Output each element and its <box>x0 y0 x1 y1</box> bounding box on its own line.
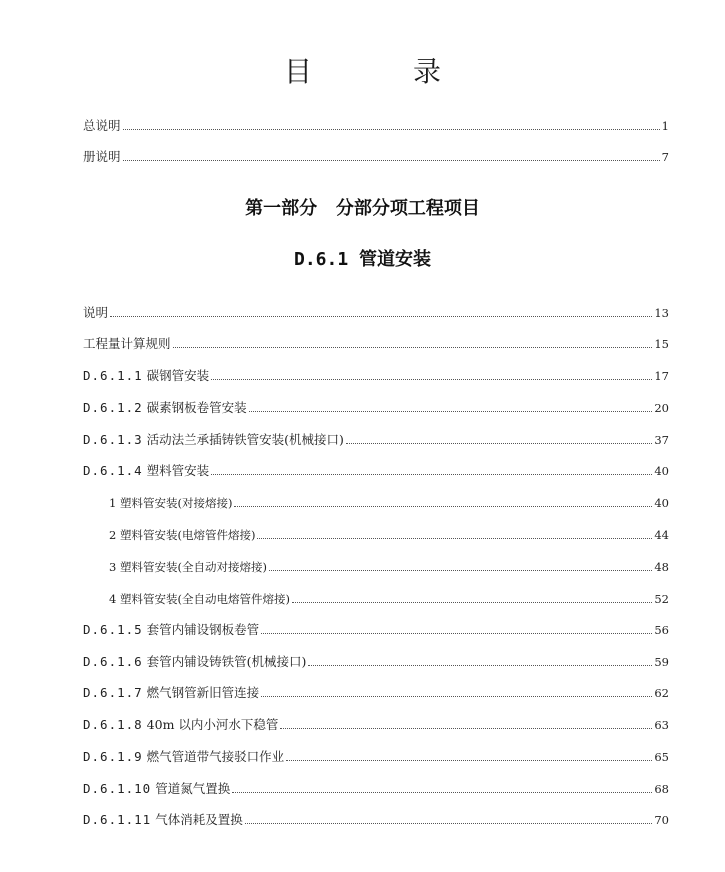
dot-leader <box>292 601 652 603</box>
toc-entry[interactable] <box>83 745 669 765</box>
toc-entry-page: 52 <box>654 592 669 606</box>
dot-leader <box>234 505 652 507</box>
dot-leader <box>173 346 653 348</box>
toc-entry-code: D.6.1.6 <box>83 654 143 669</box>
toc-entry-page: 13 <box>654 306 669 320</box>
toc-entry-page: 40 <box>654 464 669 478</box>
dot-leader <box>257 537 652 539</box>
toc-entry-code: 3 <box>109 560 117 574</box>
toc-entry-code: D.6.1.1 <box>83 368 143 383</box>
toc-entry-page: 20 <box>654 401 669 415</box>
toc-entry-code: D.6.1.3 <box>83 432 143 447</box>
toc-entry-page: 1 <box>661 119 669 133</box>
page-title: 目 录 <box>284 55 487 88</box>
toc-entry-label: 塑料管安装(对接熔接) <box>119 496 233 510</box>
dot-leader <box>280 727 652 729</box>
toc-entry-label: 说明 <box>83 305 109 320</box>
toc-entry-page: 62 <box>654 686 669 700</box>
toc-entry[interactable] <box>83 808 669 828</box>
toc-entry-page: 15 <box>654 337 669 351</box>
toc-entry-page: 44 <box>654 528 669 542</box>
toc-entry[interactable] <box>83 459 669 479</box>
toc-entry-page: 17 <box>654 369 669 383</box>
dot-leader <box>245 822 653 824</box>
toc-entry-label: 册说明 <box>83 149 121 164</box>
toc-entry-code: 2 <box>109 528 117 542</box>
toc-entry-label: 管道氮气置换 <box>155 781 231 796</box>
dot-leader <box>308 664 652 666</box>
toc-entry[interactable] <box>83 396 669 416</box>
toc-entry-label: 塑料管安装(全自动对接熔接) <box>119 560 267 574</box>
toc-entry-general-notes[interactable] <box>83 114 669 134</box>
dot-leader <box>261 695 652 697</box>
toc-entry-code: D.6.1.10 <box>83 781 152 796</box>
dot-leader <box>346 442 652 444</box>
toc-entry-code: D.6.1.7 <box>83 685 143 700</box>
toc-subentry[interactable] <box>109 587 669 607</box>
dot-leader <box>261 632 652 634</box>
toc-entry[interactable] <box>83 681 669 701</box>
toc-entry[interactable] <box>83 650 669 670</box>
toc-entry-label: 塑料管安装 <box>146 463 210 478</box>
toc-entry-label: 总说明 <box>83 118 121 133</box>
dot-leader <box>211 378 652 380</box>
dot-leader <box>123 128 660 130</box>
toc-entry-volume-notes[interactable] <box>83 145 669 165</box>
toc-entry[interactable] <box>83 428 669 448</box>
dot-leader <box>232 791 652 793</box>
toc-entry-code: D.6.1.2 <box>83 400 143 415</box>
toc-entry-page: 59 <box>654 655 669 669</box>
toc-entry-label: 40m 以内小河水下稳管 <box>146 717 279 732</box>
toc-entry[interactable] <box>83 618 669 638</box>
toc-entry[interactable] <box>83 301 669 321</box>
toc-entry-label: 套管内铺设铸铁管(机械接口) <box>146 654 307 669</box>
toc-subentry[interactable] <box>109 491 669 511</box>
dot-leader <box>123 159 660 161</box>
toc-entry-page: 63 <box>654 718 669 732</box>
toc-entry-label: 碳钢管安装 <box>146 368 210 383</box>
toc-entry[interactable] <box>83 364 669 384</box>
dot-leader <box>211 473 652 475</box>
toc-entry-page: 56 <box>654 623 669 637</box>
toc-entry-page: 37 <box>654 433 669 447</box>
toc-entry-code: D.6.1.9 <box>83 749 143 764</box>
toc-entry-label: 塑料管安装(全自动电熔管件熔接) <box>119 592 290 606</box>
toc-subentry[interactable] <box>109 523 669 543</box>
part-heading: 第一部分 分部分项工程项目 <box>245 198 480 219</box>
toc-entry[interactable] <box>83 332 669 352</box>
toc-entry-page: 65 <box>654 750 669 764</box>
dot-leader <box>110 315 652 317</box>
toc-entry-label: 活动法兰承插铸铁管安装(机械接口) <box>146 432 344 447</box>
toc-entry-label: 塑料管安装(电熔管件熔接) <box>119 528 256 542</box>
toc-entry-code: D.6.1.11 <box>83 812 152 827</box>
toc-entry-label: 气体消耗及置换 <box>155 812 243 827</box>
toc-entry-label: 套管内铺设钢板卷管 <box>146 622 260 637</box>
toc-entry-code: 1 <box>109 496 117 510</box>
toc-entry-label: 工程量计算规则 <box>83 336 171 351</box>
toc-entry-label: 燃气管道带气接驳口作业 <box>146 749 285 764</box>
toc-entry-code: D.6.1.4 <box>83 463 143 478</box>
toc-entry-page: 48 <box>654 560 669 574</box>
toc-subentry[interactable] <box>109 555 669 575</box>
section-heading: D.6.1 管道安装 <box>293 249 432 270</box>
toc-entry[interactable] <box>83 777 669 797</box>
toc-entry[interactable] <box>83 713 669 733</box>
toc-entry-page: 40 <box>654 496 669 510</box>
toc-entry-code: 4 <box>109 592 117 606</box>
toc-entry-page: 70 <box>654 813 669 827</box>
toc-entry-label: 碳素钢板卷管安装 <box>146 400 247 415</box>
toc-entry-code: D.6.1.5 <box>83 622 143 637</box>
dot-leader <box>249 410 653 412</box>
dot-leader <box>269 569 652 571</box>
toc-entry-page: 7 <box>661 150 669 164</box>
dot-leader <box>286 759 652 761</box>
toc-entry-page: 68 <box>654 782 669 796</box>
toc-entry-code: D.6.1.8 <box>83 717 143 732</box>
toc-entry-label: 燃气钢管新旧管连接 <box>146 685 260 700</box>
